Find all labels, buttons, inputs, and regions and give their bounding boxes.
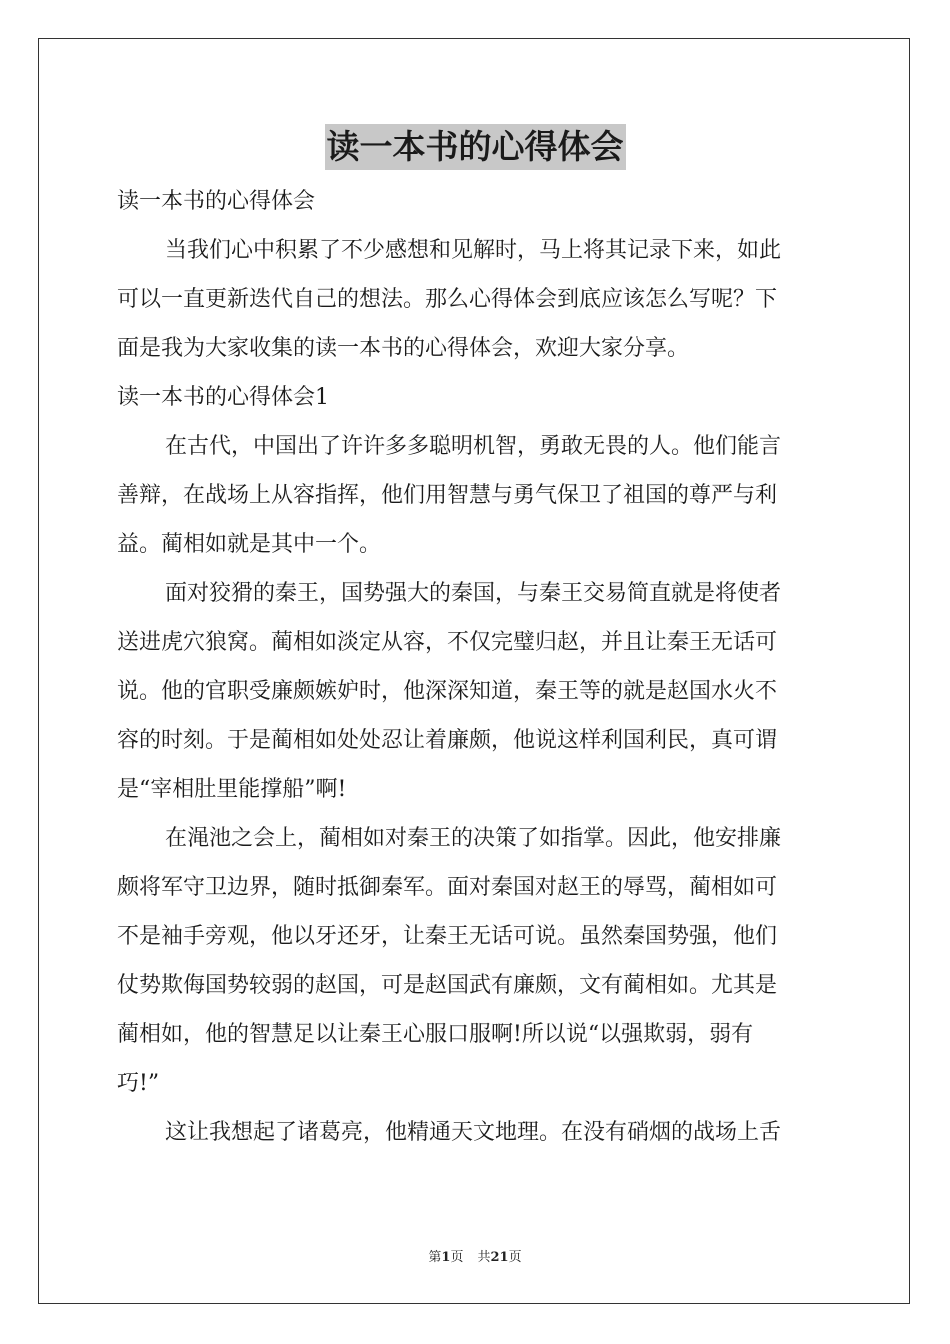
text-line: 蔺相如，他的智慧足以让秦王心服口服啊!所以说“以强欺弱，弱有: [117, 1022, 754, 1047]
footer-total-suffix: 页: [508, 1250, 522, 1265]
text-line: 当我们心中积累了不少感想和见解时，马上将其记录下来，如此: [165, 238, 782, 263]
text-line: 读一本书的心得体会: [117, 189, 316, 214]
total-pages-number: 21: [490, 1250, 509, 1265]
text-line: 仗势欺侮国势较弱的赵国，可是赵国武有廉颇，文有蔺相如。尤其是: [117, 973, 778, 998]
current-page-number: 1: [441, 1250, 451, 1265]
text-line: 说。他的官职受廉颇嫉妒时，他深深知道，秦王等的就是赵国水火不: [117, 679, 778, 704]
text-line: 面是我为大家收集的读一本书的心得体会，欢迎大家分享。: [117, 336, 690, 361]
text-line: 读一本书的心得体会1: [117, 385, 329, 410]
text-line: 颇将军守卫边界，随时抵御秦军。面对秦国对赵王的辱骂，蔺相如可: [117, 875, 778, 900]
text-line: 益。蔺相如就是其中一个。: [117, 532, 382, 557]
footer-page-suffix: 页: [450, 1250, 464, 1265]
text-line: 这让我想起了诸葛亮，他精通天文地理。在没有硝烟的战场上舌: [165, 1120, 782, 1145]
footer-total-prefix: 共: [477, 1250, 491, 1265]
text-line: 在渑池之会上，蔺相如对秦王的决策了如指掌。因此，他安排廉: [165, 826, 782, 851]
text-line: 巧!”: [117, 1071, 160, 1096]
text-line: 在古代，中国出了许许多多聪明机智，勇敢无畏的人。他们能言: [165, 434, 782, 459]
text-line: 是“宰相肚里能撑船”啊!: [117, 777, 347, 802]
page-footer: [0, 1246, 950, 1265]
text-line: 不是袖手旁观，他以牙还牙，让秦王无话可说。虽然秦国势强，他们: [117, 924, 778, 949]
text-line: 面对狡猾的秦王，国势强大的秦国，与秦王交易简直就是将使者: [165, 581, 782, 606]
footer-prefix: 第: [428, 1250, 442, 1265]
document-body: [117, 177, 833, 1157]
text-line: 善辩，在战场上从容指挥，他们用智慧与勇气保卫了祖国的尊严与利: [117, 483, 778, 508]
text-line: 送进虎穴狼窝。蔺相如淡定从容，不仅完璧归赵，并且让秦王无话可: [117, 630, 778, 655]
document-title: 读一本书的心得体会: [325, 124, 626, 170]
title-container: [0, 124, 950, 170]
text-line: 容的时刻。于是蔺相如处处忍让着廉颇，他说这样利国利民，真可谓: [117, 728, 778, 753]
text-line: 可以一直更新迭代自己的想法。那么心得体会到底应该怎么写呢？下: [117, 287, 778, 312]
